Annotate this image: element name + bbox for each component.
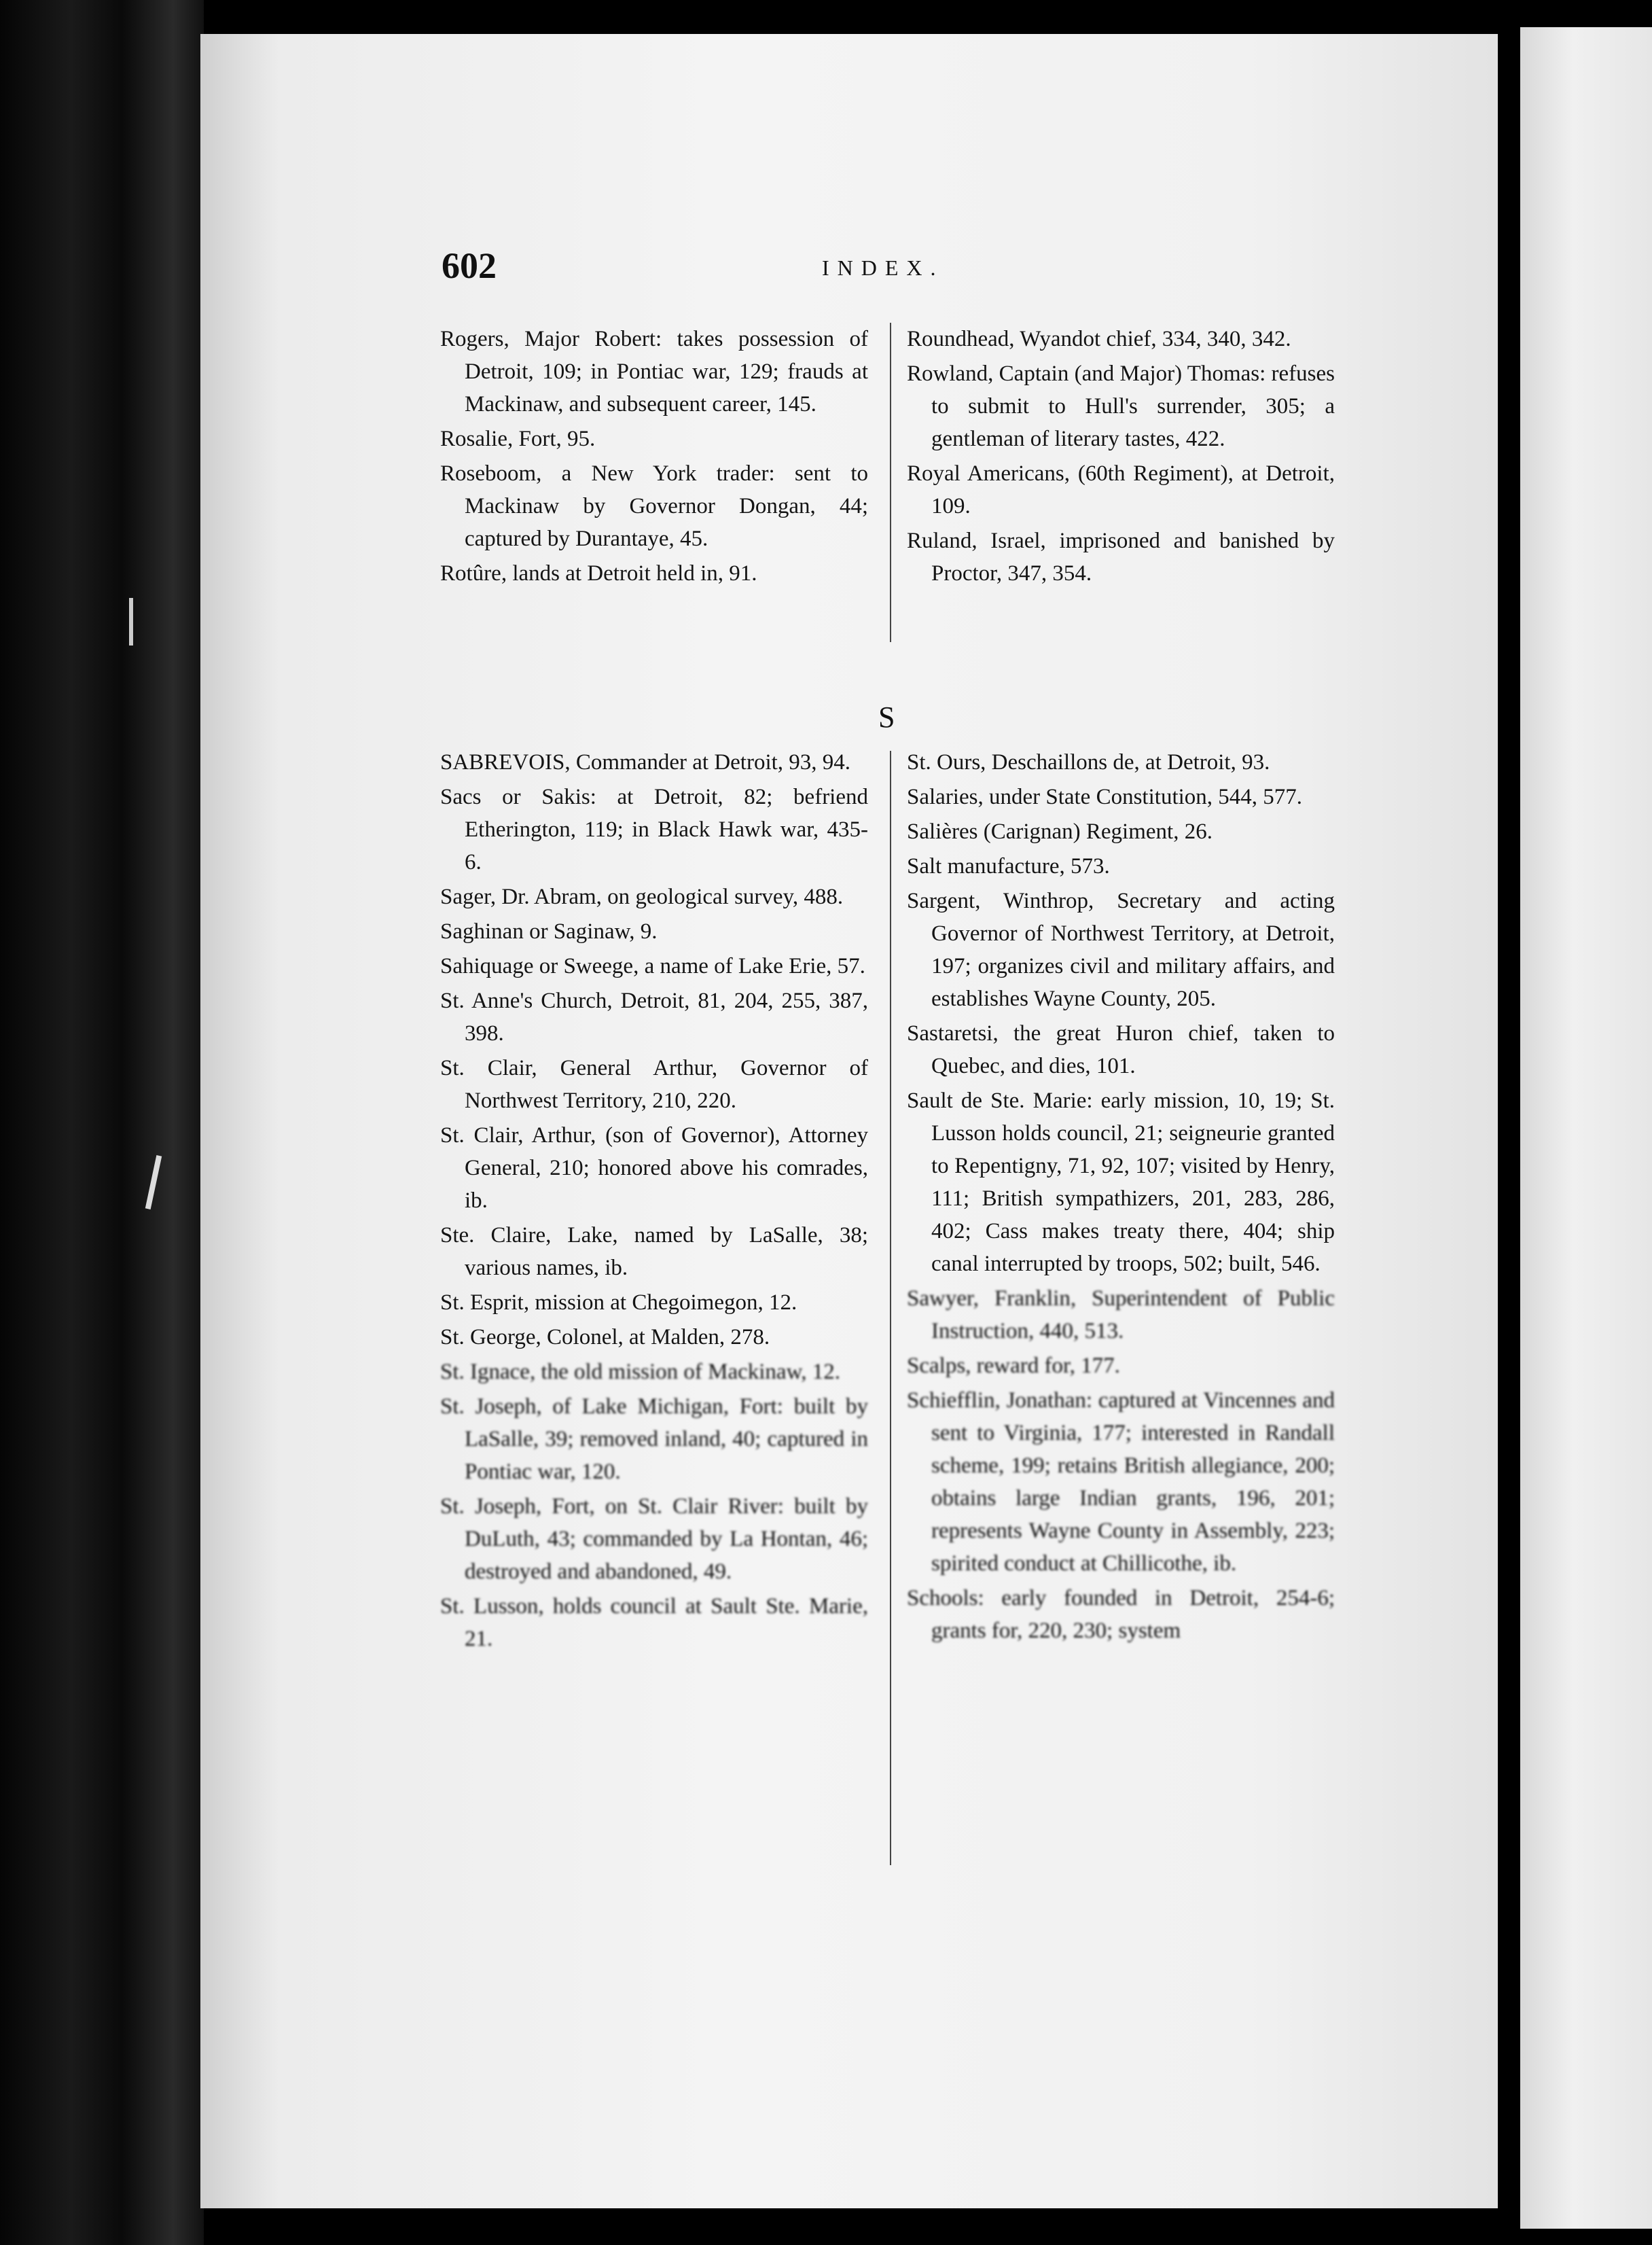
index-entry: St. Clair, Arthur, (son of Governor), Attorney General, 210; honored above his comrades, ib. bbox=[440, 1123, 868, 1213]
index-entry: Rotûre, lands at Detroit held in, 91. bbox=[440, 561, 757, 586]
index-entry: Ste. Claire, Lake, named by LaSalle, 38; various names, ib. bbox=[440, 1223, 868, 1280]
page-number: 602 bbox=[442, 245, 497, 286]
section-letter-heading: S bbox=[878, 701, 895, 734]
index-entry: Schiefflin, Jonathan: captured at Vincennes and sent to Virginia, 177; interested in Randall scheme, 199; retains British allegiance, 200; obtains large Indian grants, 196, 201; represents Wayne County in Assembly, 223; spirited conduct at Chillicothe, ib. bbox=[907, 1388, 1335, 1576]
index-entry: St. George, Colonel, at Malden, 278. bbox=[440, 1325, 770, 1349]
index-entry: Roseboom, a New York trader: sent to Mackinaw by Governor Dongan, 44; captured by Durantaye, 45. bbox=[440, 461, 868, 551]
index-entry: St. Joseph, of Lake Michigan, Fort: built by LaSalle, 39; removed inland, 40; captured in Pontiac war, 120. bbox=[440, 1394, 868, 1484]
spine-mark-upper bbox=[129, 598, 133, 646]
page-header bbox=[442, 245, 1345, 292]
page-gutter bbox=[1498, 27, 1520, 2229]
index-entry: Saghinan or Saginaw, 9. bbox=[440, 919, 658, 944]
facing-page-edge bbox=[1520, 27, 1652, 2229]
index-entry: Sastaretsi, the great Huron chief, taken to Quebec, and dies, 101. bbox=[907, 1021, 1335, 1078]
running-head: INDEX. bbox=[822, 255, 944, 280]
index-entry: Royal Americans, (60th Regiment), at Detroit, 109. bbox=[907, 461, 1335, 518]
index-entry: Sault de Ste. Marie: early mission, 10, 19; St. Lusson holds council, 21; seigneurie granted to Repentigny, 71, 92, 107; visited by Henry, 111; British sympathizers, 201, 283, 286, 402; Cass makes treaty there, 404; ship canal interrupted by troops, 502; built, 546. bbox=[907, 1089, 1335, 1276]
column-rule-bottom bbox=[890, 751, 891, 1865]
index-entry: St. Esprit, mission at Chegoimegon, 12. bbox=[440, 1290, 797, 1315]
index-entry: Sargent, Winthrop, Secretary and acting Governor of Northwest Territory, at Detroit, 197; organizes civil and military affairs, and establishes Wayne County, 205. bbox=[907, 889, 1335, 1011]
index-entry: Roundhead, Wyandot chief, 334, 340, 342. bbox=[907, 327, 1291, 351]
index-entry: St. Clair, General Arthur, Governor of Northwest Territory, 210, 220. bbox=[440, 1056, 868, 1113]
index-entry: Rowland, Captain (and Major) Thomas: refuses to submit to Hull's surrender, 305; a gentleman of literary tastes, 422. bbox=[907, 361, 1335, 451]
index-entry: Salières (Carignan) Regiment, 26. bbox=[907, 819, 1213, 844]
index-entry: Rosalie, Fort, 95. bbox=[440, 427, 596, 451]
index-entry: Schools: early founded in Detroit, 254-6; grants for, 220, 230; system bbox=[907, 1586, 1335, 1643]
s-entries-left-column bbox=[440, 746, 868, 1657]
book-spine-shadow bbox=[0, 0, 204, 2245]
r-entries-right-column bbox=[907, 323, 1335, 592]
s-entries-right-column bbox=[907, 746, 1335, 1649]
index-entry: SABREVOIS, Commander at Detroit, 93, 94. bbox=[440, 750, 851, 775]
index-entry: Salt manufacture, 573. bbox=[907, 854, 1110, 879]
index-entry: St. Ignace, the old mission of Mackinaw, 12. bbox=[440, 1360, 841, 1384]
index-entry: St. Lusson, holds council at Sault Ste. Marie, 21. bbox=[440, 1594, 868, 1651]
index-entry: Sawyer, Franklin, Superintendent of Public Instruction, 440, 513. bbox=[907, 1286, 1335, 1343]
index-entry: St. Joseph, Fort, on St. Clair River: built by DuLuth, 43; commanded by La Hontan, 46; destroyed and abandoned, 49. bbox=[440, 1494, 868, 1584]
index-entry: Ruland, Israel, imprisoned and banished by Proctor, 347, 354. bbox=[907, 529, 1335, 586]
column-rule-top bbox=[890, 323, 891, 642]
index-entry: Sacs or Sakis: at Detroit, 82; befriend Etherington, 119; in Black Hawk war, 435-6. bbox=[440, 785, 868, 874]
index-entry: Scalps, reward for, 177. bbox=[907, 1354, 1120, 1378]
index-entry: St. Ours, Deschaillons de, at Detroit, 93. bbox=[907, 750, 1270, 775]
index-entry: Sager, Dr. Abram, on geological survey, 488. bbox=[440, 885, 844, 909]
index-entry: St. Anne's Church, Detroit, 81, 204, 255, 387, 398. bbox=[440, 989, 868, 1046]
index-entry: Rogers, Major Robert: takes possession of Detroit, 109; in Pontiac war, 129; frauds at Mackinaw, and subsequent career, 145. bbox=[440, 327, 868, 417]
index-entry: Salaries, under State Constitution, 544, 577. bbox=[907, 785, 1303, 809]
index-entry: Sahiquage or Sweege, a name of Lake Erie, 57. bbox=[440, 954, 865, 978]
r-entries-left-column bbox=[440, 323, 868, 592]
